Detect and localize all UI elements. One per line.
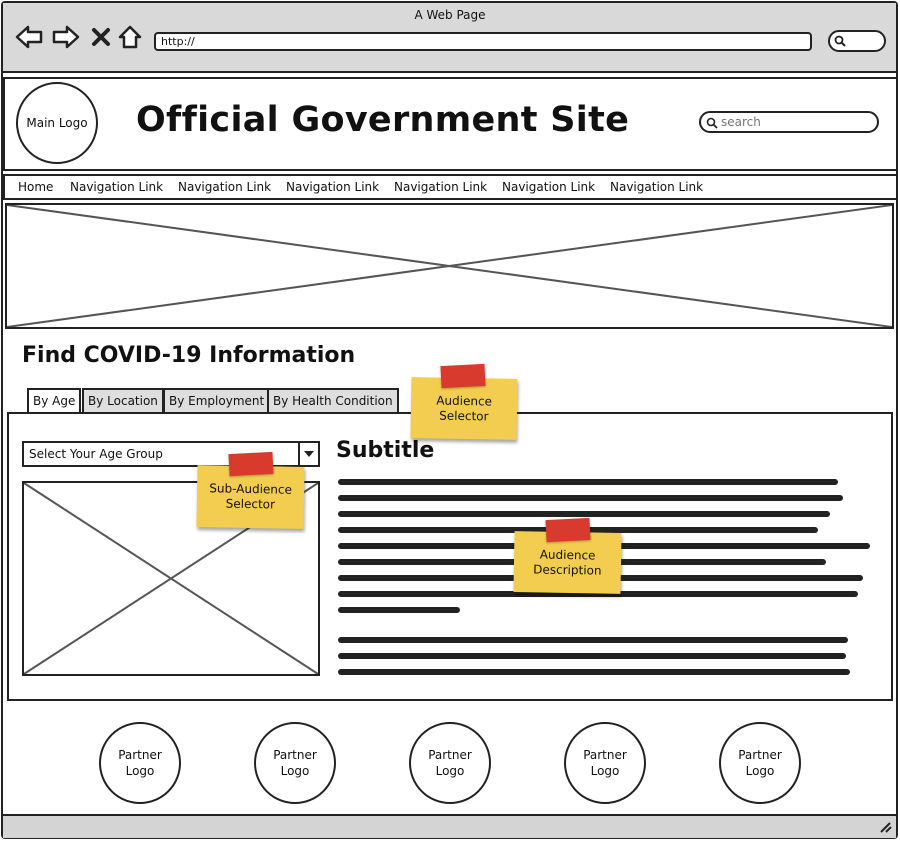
nav-link[interactable]: Navigation Link [286, 180, 380, 194]
tab-by-health-condition[interactable]: By Health Condition [267, 388, 399, 412]
partner-logo[interactable] [409, 722, 491, 804]
age-group-select-value: Select Your Age Group [29, 447, 163, 461]
window-title: A Web Page [414, 8, 486, 22]
main-logo-label: Main Logo [26, 116, 88, 130]
nav-home[interactable]: Home [18, 180, 54, 194]
hero-image-placeholder [5, 203, 894, 329]
site-search-input[interactable] [721, 114, 871, 130]
search-icon [706, 117, 718, 129]
tab-by-age[interactable]: By Age [27, 388, 81, 414]
nav-link[interactable]: Navigation Link [502, 180, 596, 194]
tape-strip [545, 518, 590, 542]
note-text: Sub-Audience Selector [209, 481, 293, 512]
content-subtitle: Subtitle [336, 438, 435, 463]
back-icon[interactable] [14, 22, 44, 52]
placeholder-text-line [338, 479, 838, 485]
placeholder-text-line [338, 653, 846, 659]
partner-logo-label: Partner Logo [273, 748, 317, 778]
placeholder-text-line [338, 637, 848, 643]
partner-logo[interactable] [254, 722, 336, 804]
page-heading: Find COVID-19 Information [22, 343, 356, 368]
partner-logo[interactable] [719, 722, 801, 804]
nav-link[interactable]: Navigation Link [610, 180, 704, 194]
partner-logo-label: Partner Logo [118, 748, 162, 778]
tape-strip [228, 452, 273, 476]
placeholder-text-line [338, 511, 830, 517]
placeholder-text-line [338, 607, 460, 613]
nav-link[interactable]: Navigation Link [178, 180, 272, 194]
nav-link[interactable]: Navigation Link [394, 180, 488, 194]
age-group-select[interactable] [22, 441, 320, 467]
tape-strip [440, 364, 485, 388]
tab-by-location[interactable]: By Location [82, 388, 164, 412]
nav-link[interactable]: Navigation Link [70, 180, 164, 194]
note-text: Audience Description [533, 547, 602, 578]
main-logo[interactable] [16, 82, 98, 164]
partner-logo-label: Partner Logo [583, 748, 627, 778]
url-text: http:// [161, 35, 195, 48]
partner-logo[interactable] [564, 722, 646, 804]
home-icon[interactable] [115, 22, 145, 52]
site-search[interactable] [699, 111, 879, 133]
placeholder-text-line [338, 495, 843, 501]
placeholder-text-line [338, 669, 850, 675]
tab-by-employment[interactable]: By Employment [163, 388, 270, 412]
forward-icon[interactable] [51, 22, 81, 52]
chevron-down-icon [298, 443, 318, 465]
search-icon [834, 35, 846, 47]
resize-grip-icon[interactable] [878, 821, 892, 833]
note-text: Audience Selector [436, 393, 493, 423]
site-title: Official Government Site [136, 100, 630, 140]
partner-logo-label: Partner Logo [428, 748, 472, 778]
partner-logo[interactable] [99, 722, 181, 804]
close-icon[interactable] [86, 22, 116, 52]
browser-status-bar [3, 814, 896, 838]
browser-search-button[interactable] [828, 30, 886, 52]
image-placeholder-icon [7, 205, 892, 327]
url-bar[interactable] [154, 32, 812, 51]
partner-logo-label: Partner Logo [738, 748, 782, 778]
